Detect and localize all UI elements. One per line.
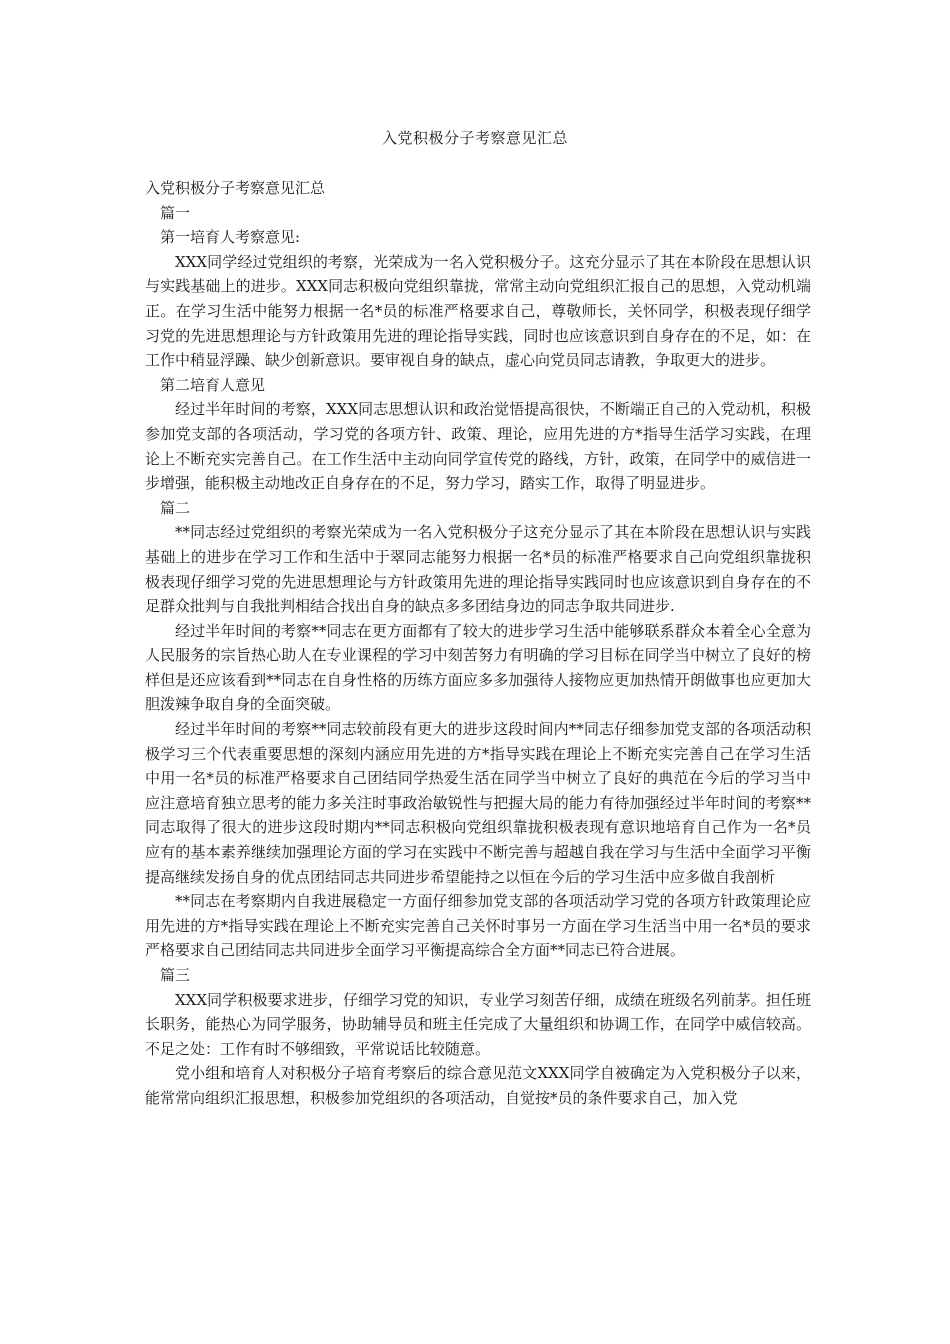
section-2-paragraph-2: 经过半年时间的考察**同志在更方面都有了较大的进步学习生活中能够联系群众本着全心全意为人民服务的宗旨热心助人在专业课程的学习中刻苦努力有明确的学习目标在同学当中树立了良好的榜样但是还应该看到**同志在自身性格的历练方面应多多加强待人接物应更加热情开朗做事也应更加大胆泼辣争取自身的全面突破。 <box>145 621 811 714</box>
document-body <box>145 176 811 1111</box>
document-subtitle: 入党积极分子考察意见汇总 <box>145 179 326 197</box>
section-mark-2: 篇二 <box>160 498 191 517</box>
section-1-label-2: 第二培育人意见 <box>160 375 266 394</box>
section-1-label-1: 第一培育人考察意见: <box>160 228 301 247</box>
section-2-paragraph-4: **同志在考察期内自我进展稳定一方面仔细参加党支部的各项活动学习党的各项方针政策理论应用先进的方*指导实践在理论上不断充实完善自己关怀时事另一方面在学习生活当中用一名*员的要求严格要求自己团结同志共同进步全面学习平衡提高综合全方面**同志已符合进展。 <box>145 892 811 960</box>
section-mark-1: 篇一 <box>160 203 191 222</box>
section-1-paragraph-2: 经过半年时间的考察，XXX同志思想认识和政治觉悟提高很快，不断端正自己的入党动机，积极参加党支部的各项活动，学习党的各项方针、政策、理论，应用先进的方*指导生活学习实践，在理论上不断充实完善自己。在工作生活中主动向同学宣传党的路线，方针，政策，在同学中的威信进一步增强，能积极主动地改正自身存在的不足，努力学习，踏实工作，取得了明显进步。 <box>145 400 811 493</box>
section-mark-3: 篇三 <box>160 966 191 984</box>
section-3-paragraph-1: XXX同学积极要求进步，仔细学习党的知识，专业学习刻苦仔细，成绩在班级名列前茅。担任班长职务，能热心为同学服务，协助辅导员和班主任完成了大量组织和协调工作，在同学中威信较高。不足之处：工作有时不够细致，平常说话比较随意。 <box>145 990 811 1058</box>
document-title: 入党积极分子考察意见汇总 <box>381 129 568 147</box>
section-3-paragraph-2: 党小组和培育人对积极分子培育考察后的综合意见范文XXX同学自被确定为入党积极分子以来，能常常向组织汇报思想，积极参加党组织的各项活动，自觉按*员的条件要求自己，加入党 <box>145 1064 811 1107</box>
section-1-paragraph-1: XXX同学经过党组织的考察，光荣成为一名入党积极分子。这充分显示了其在本阶段在思想认识与实践基础上的进步。XXX同志积极向党组织靠拢，常常主动向党组织汇报自己的思想，入党动机端正。在学习生活中能努力根据一名*员的标准严格要求自己，尊敬师长，关怀同学，积极表现仔细学习党的先进思想理论与方针政策用先进的理论指导实践，同时也应该意识到自身存在的不足，如：在工作中稍显浮躁、缺少创新意识。要审视自身的缺点，虚心向党员同志请教，争取更大的进步。 <box>145 252 811 370</box>
section-2-paragraph-3: 经过半年时间的考察**同志较前段有更大的进步这段时间内**同志仔细参加党支部的各项活动积极学习三个代表重要思想的深刻内涵应用先进的方*指导实践在理论上不断充实完善自己在学习生活中用一名*员的标准严格要求自己团结同学热爱生活在同学当中树立了良好的典范在今后的学习当中应注意培育独立思考的能力多关注时事政治敏锐性与把握大局的能力有待加强经过半年时间的考察**同志取得了很大的进步这段时期内**同志积极向党组织靠拢积极表现有意识地培育自己作为一名*员应有的基本素养继续加强理论方面的学习在实践中不断完善与超越自我在学习与生活中全面学习平衡提高继续发扬自身的优点团结同志共同进步希望能持之以恒在今后的学习生活中应多做自我剖析 <box>145 720 811 886</box>
section-2-paragraph-1: **同志经过党组织的考察光荣成为一名入党积极分子这充分显示了其在本阶段在思想认识与实践基础上的进步在学习工作和生活中于翠同志能努力根据一名*员的标准严格要求自己向党组织靠拢积极表现仔细学习党的先进思想理论与方针政策用先进的理论指导实践同时也应该意识到自身存在的不足群众批判与自我批判相结合找出自身的缺点多多团结身边的同志争取共同进步. <box>145 523 811 616</box>
